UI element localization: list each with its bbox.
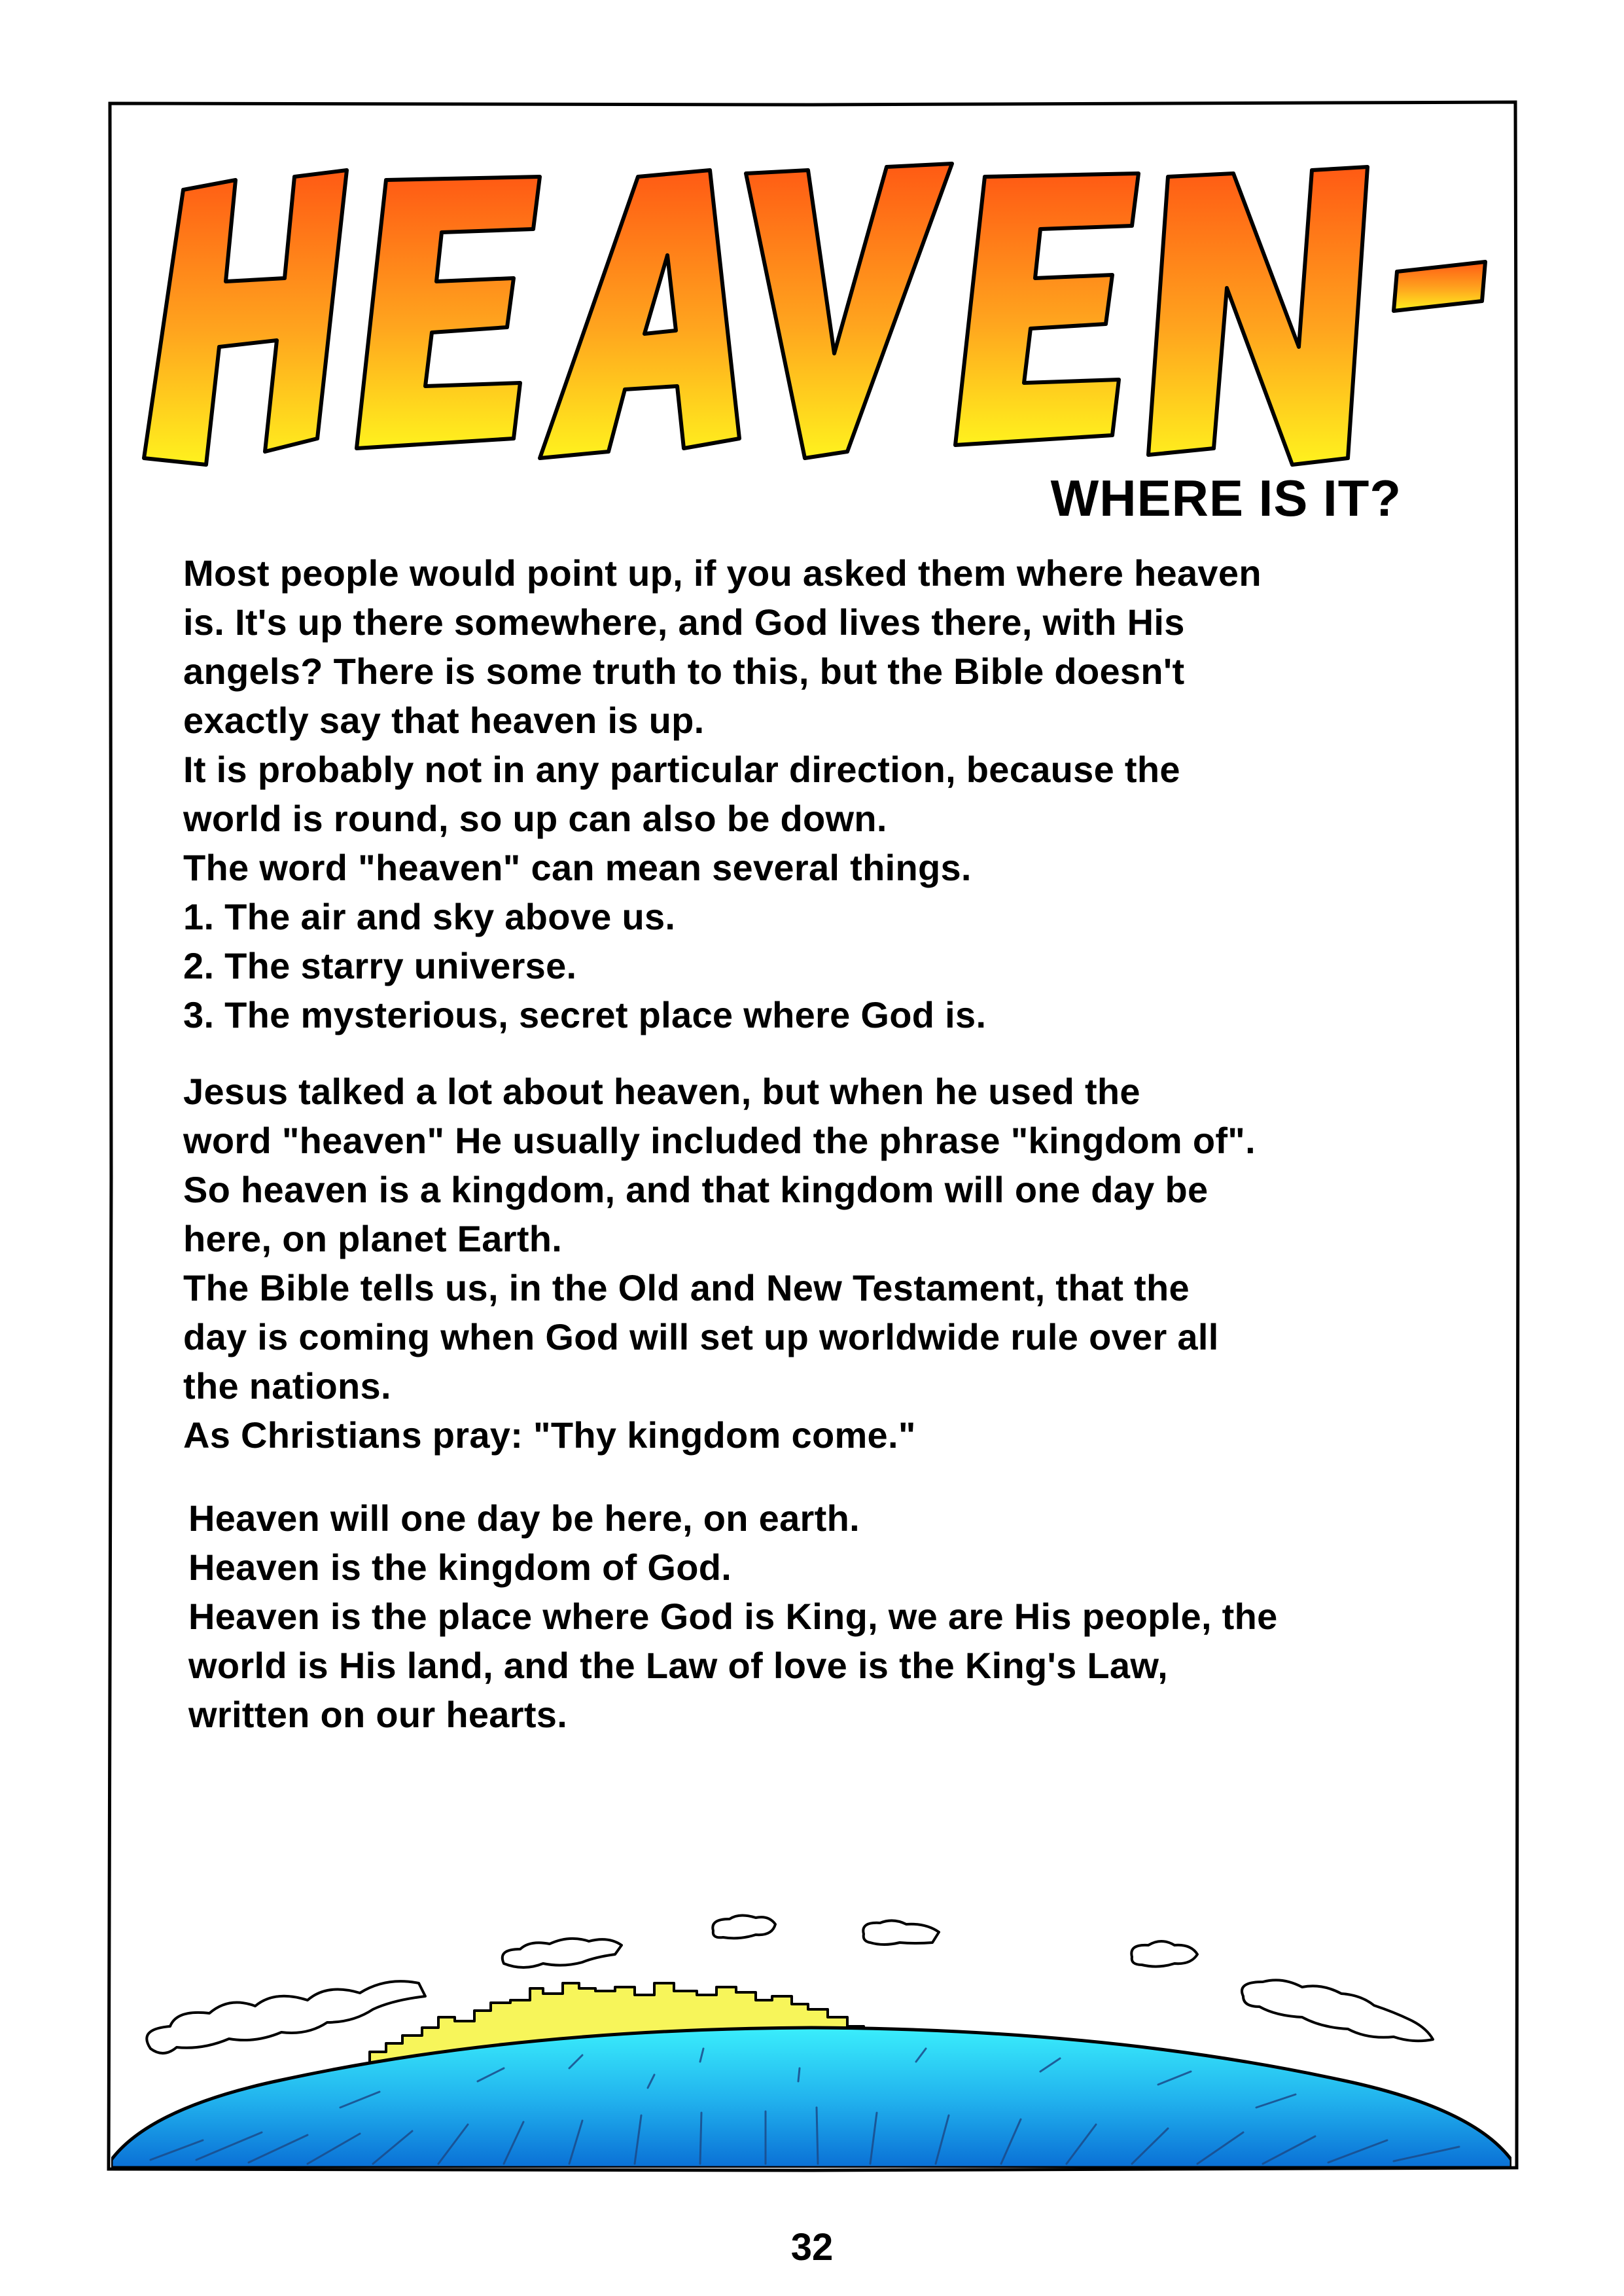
text-line: Heaven is the kingdom of God. (188, 1547, 732, 1588)
text-line: Jesus talked a lot about heaven, but when he used the (183, 1071, 1140, 1112)
text-line: written on our hearts. (188, 1694, 568, 1735)
page-number: 32 (790, 2226, 834, 2269)
text-line: Heaven is the place where God is King, we are His people, the (188, 1596, 1278, 1637)
text-line: exactly say that heaven is up. (183, 700, 705, 741)
text-line: day is coming when God will set up worldwide rule over all (183, 1316, 1219, 1357)
earth-illustration (111, 1872, 1511, 2168)
paragraph-3 (188, 1494, 1278, 1739)
text-line: As Christians pray: "Thy kingdom come." (183, 1414, 916, 1456)
text-line: world is round, so up can also be down. (183, 798, 887, 839)
list-item: 3. The mysterious, secret place where God is. (183, 994, 987, 1035)
title-heaven (121, 151, 1515, 478)
subtitle: WHERE IS IT? (1050, 469, 1402, 527)
text-line: here, on planet Earth. (183, 1218, 563, 1259)
text-line: So heaven is a kingdom, and that kingdom will one day be (183, 1169, 1209, 1210)
text-line: is. It's up there somewhere, and God lives there, with His (183, 601, 1185, 643)
text-line: The word "heaven" can mean several things. (183, 847, 972, 888)
text-line: angels? There is some truth to this, but the Bible doesn't (183, 651, 1185, 692)
text-line: The Bible tells us, in the Old and New Testament, that the (183, 1267, 1190, 1308)
list-item: 1. The air and sky above us. (183, 896, 676, 937)
text-line: the nations. (183, 1365, 391, 1407)
text-line: Most people would point up, if you asked them where heaven (183, 552, 1262, 594)
earth-dome (111, 2028, 1511, 2168)
list-item: 2. The starry universe. (183, 945, 577, 986)
text-line: It is probably not in any particular direction, because the (183, 749, 1180, 790)
paragraph-1 (183, 548, 1262, 1039)
text-line: world is His land, and the Law of love is the King's Law, (188, 1645, 1168, 1686)
paragraph-2 (183, 1067, 1256, 1460)
text-line: word "heaven" He usually included the phrase "kingdom of". (183, 1120, 1256, 1161)
text-line: Heaven will one day be here, on earth. (188, 1498, 860, 1539)
